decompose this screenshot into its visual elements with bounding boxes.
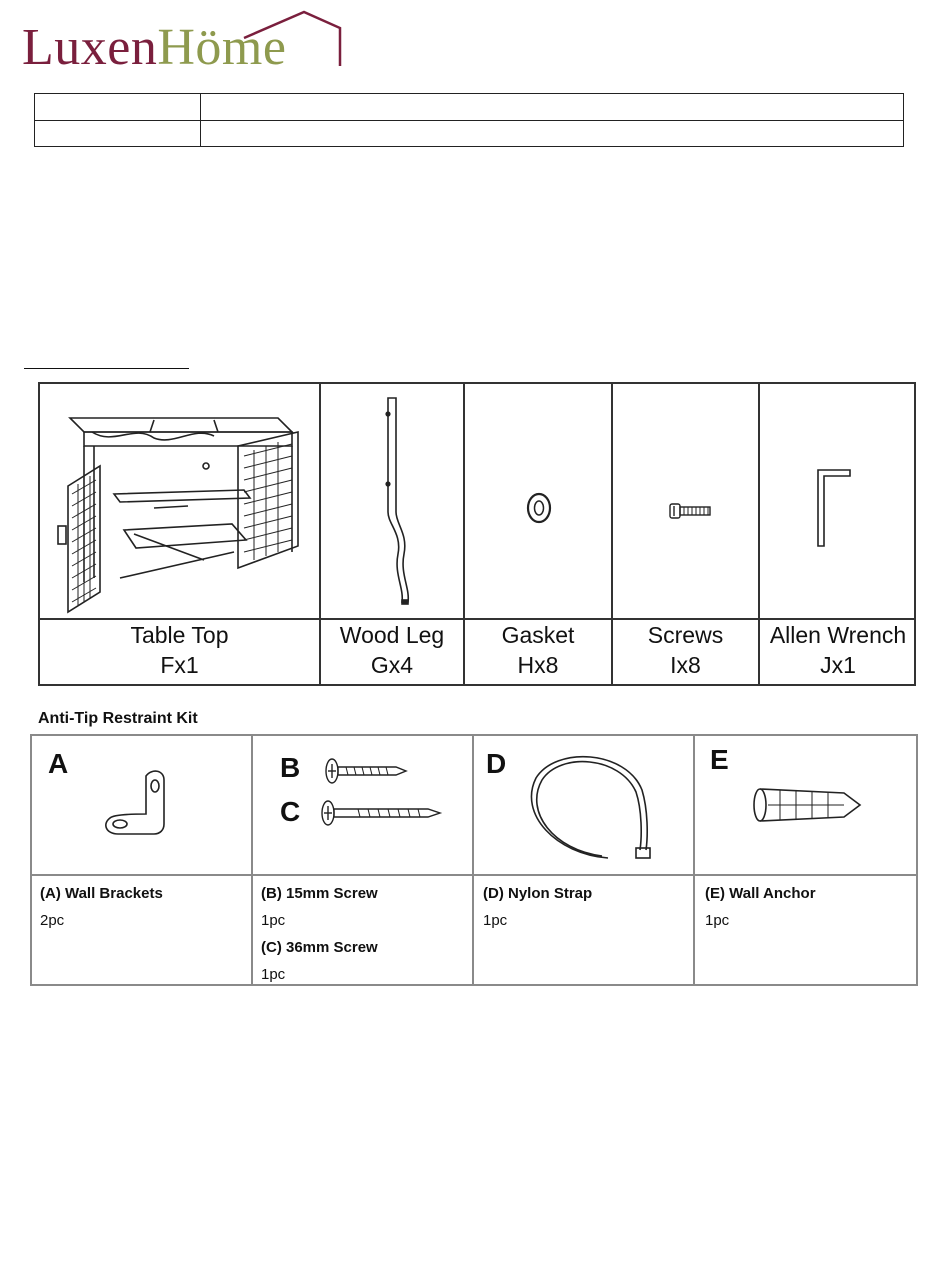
part-name: Screws: [647, 622, 724, 648]
leg-icon: [370, 394, 440, 610]
part-quantity: Jx1: [820, 652, 856, 678]
gasket-icon: [522, 488, 556, 528]
part-name: Gasket: [501, 622, 575, 648]
kit-letter-d: D: [486, 748, 507, 779]
wall-bracket-icon: [98, 766, 178, 842]
brand-logo: [22, 8, 352, 78]
section-heading-underline: [24, 368, 189, 369]
kit-title: Anti-Tip Restraint Kit: [38, 710, 198, 727]
kit-item-e: [705, 880, 816, 934]
column-divider: [693, 736, 695, 984]
brand-part2: Höme: [157, 19, 287, 76]
kit-letter-c: C: [280, 796, 301, 827]
header-row: [35, 94, 903, 121]
header-info-table: [34, 93, 904, 147]
part-quantity: Fx1: [160, 652, 199, 678]
long-screw-icon: [318, 798, 444, 828]
short-screw-icon: [322, 756, 412, 786]
kit-item-label: (A) Wall Brackets: [40, 885, 163, 902]
kit-item-a: [40, 880, 163, 934]
part-quantity: Gx4: [370, 652, 414, 678]
kit-letter-a: A: [48, 748, 69, 779]
part-label-wood-leg: [321, 620, 463, 684]
part-name: Table Top: [130, 622, 229, 648]
nylon-strap-icon: [524, 752, 664, 866]
part-name: Wood Leg: [339, 622, 445, 648]
kit-item-qty: 1pc: [483, 912, 508, 929]
row-divider: [32, 874, 916, 876]
kit-letter-e: E: [710, 744, 729, 775]
anti-tip-kit-table: [30, 734, 918, 986]
kit-item-d: [483, 880, 592, 934]
kit-letter-b: B: [280, 752, 301, 783]
column-divider: [251, 736, 253, 984]
brand-part1: Luxen: [22, 19, 158, 76]
kit-item-label: (B) 15mm Screw: [261, 885, 378, 902]
parts-table: [38, 382, 916, 686]
header-row: [35, 120, 903, 146]
column-divider: [200, 94, 201, 146]
cabinet-icon: [54, 402, 304, 612]
screw-icon: [666, 500, 718, 524]
part-label-gasket: [465, 620, 611, 684]
kit-item-qty: 1pc: [261, 912, 286, 929]
part-quantity: Hx8: [517, 652, 559, 678]
kit-item-qty: 2pc: [40, 912, 65, 929]
kit-item-qty: 1pc: [705, 912, 730, 929]
kit-item-label: (E) Wall Anchor: [705, 885, 816, 902]
allen-wrench-icon: [810, 464, 860, 554]
part-name: Allen Wrench: [769, 622, 907, 648]
part-label-screws: [613, 620, 758, 684]
brand-wordmark: [22, 19, 287, 76]
kit-item-bc: [261, 880, 378, 988]
part-label-allen-wrench: [760, 620, 916, 684]
part-quantity: Ix8: [670, 652, 701, 678]
kit-item-label: (C) 36mm Screw: [261, 939, 378, 956]
kit-item-label: (D) Nylon Strap: [483, 885, 593, 902]
wall-anchor-icon: [748, 782, 868, 828]
kit-item-qty: 1pc: [261, 966, 286, 983]
column-divider: [472, 736, 474, 984]
part-label-table-top: [40, 620, 319, 684]
